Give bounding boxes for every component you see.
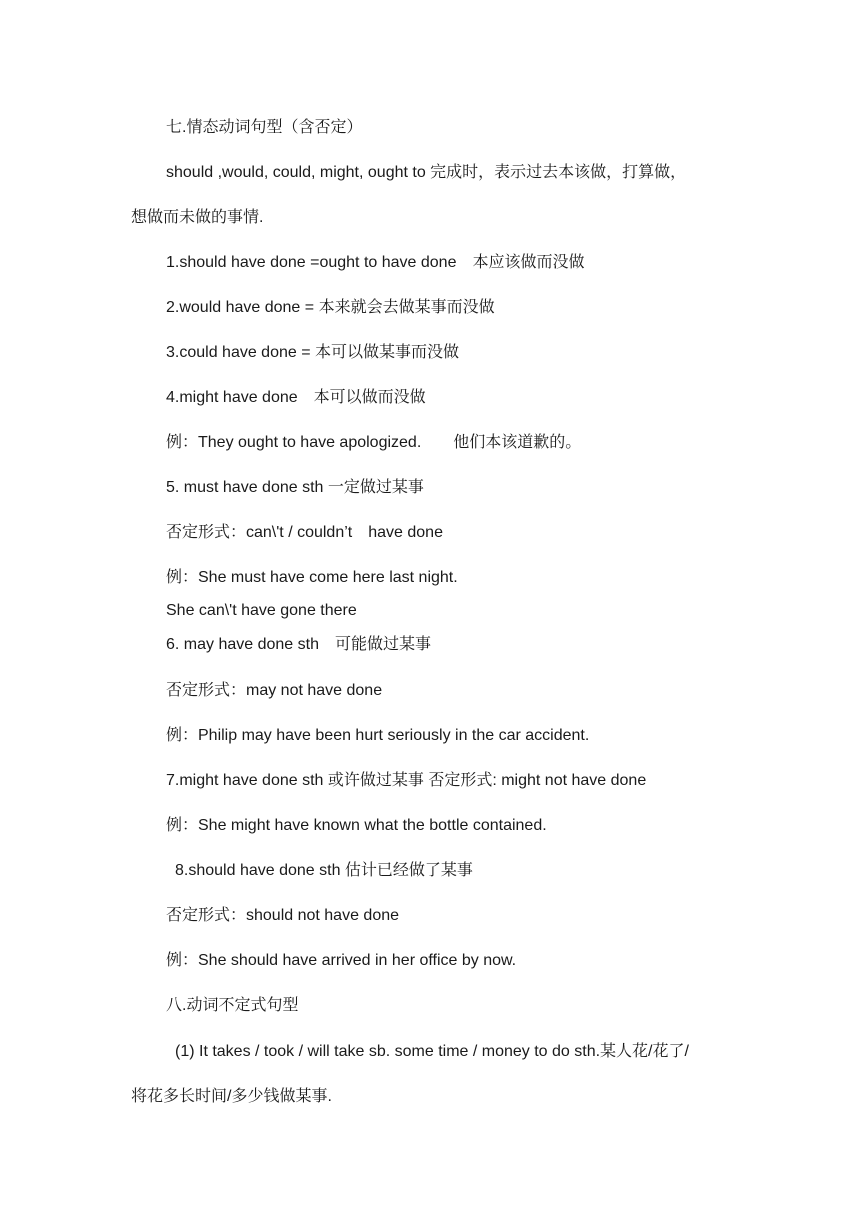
- section-7-title: 七.情态动词句型（含否定）: [166, 119, 363, 136]
- item-8: 8.should have done sth 估计已经做了某事: [175, 862, 473, 879]
- item-2: 2.would have done = 本来就会去做某事而没做: [166, 299, 495, 316]
- example-5a: 例：She must have come here last night.: [166, 569, 458, 586]
- pattern-1-line-1: (1) It takes / took / will take sb. some time / money to do sth.某人花/花了/: [175, 1043, 689, 1060]
- example-7: 例：She might have known what the bottle contained.: [166, 817, 547, 834]
- section-8-title: 八.动词不定式句型: [166, 997, 299, 1014]
- example-1: 例：They ought to have apologized. 他们本该道歉的。: [166, 434, 582, 451]
- intro-line-1: should ,would, could, might, ought to 完成时，表示过去本该做，打算做，: [166, 164, 687, 181]
- example-5b: She can\'t have gone there: [166, 602, 357, 619]
- intro-line-2: 想做而未做的事情.: [131, 209, 264, 226]
- negation-8: 否定形式：should not have done: [166, 907, 400, 924]
- item-6: 6. may have done sth 可能做过某事: [166, 636, 431, 653]
- item-1: 1.should have done =ought to have done 本应该做而没做: [166, 254, 585, 271]
- item-7: 7.might have done sth 或许做过某事 否定形式: might not have done: [166, 772, 647, 789]
- negation-6: 否定形式：may not have done: [166, 682, 383, 699]
- example-6: 例：Philip may have been hurt seriously in the car accident.: [166, 727, 590, 744]
- pattern-1-line-2: 将花多长时间/多少钱做某事.: [131, 1088, 332, 1105]
- item-4: 4.might have done 本可以做而没做: [166, 389, 426, 406]
- item-5: 5. must have done sth 一定做过某事: [166, 479, 424, 496]
- example-8: 例：She should have arrived in her office by now.: [166, 952, 517, 969]
- negation-5: 否定形式：can\'t / couldn’t have done: [166, 524, 443, 541]
- item-3: 3.could have done = 本可以做某事而没做: [166, 344, 460, 361]
